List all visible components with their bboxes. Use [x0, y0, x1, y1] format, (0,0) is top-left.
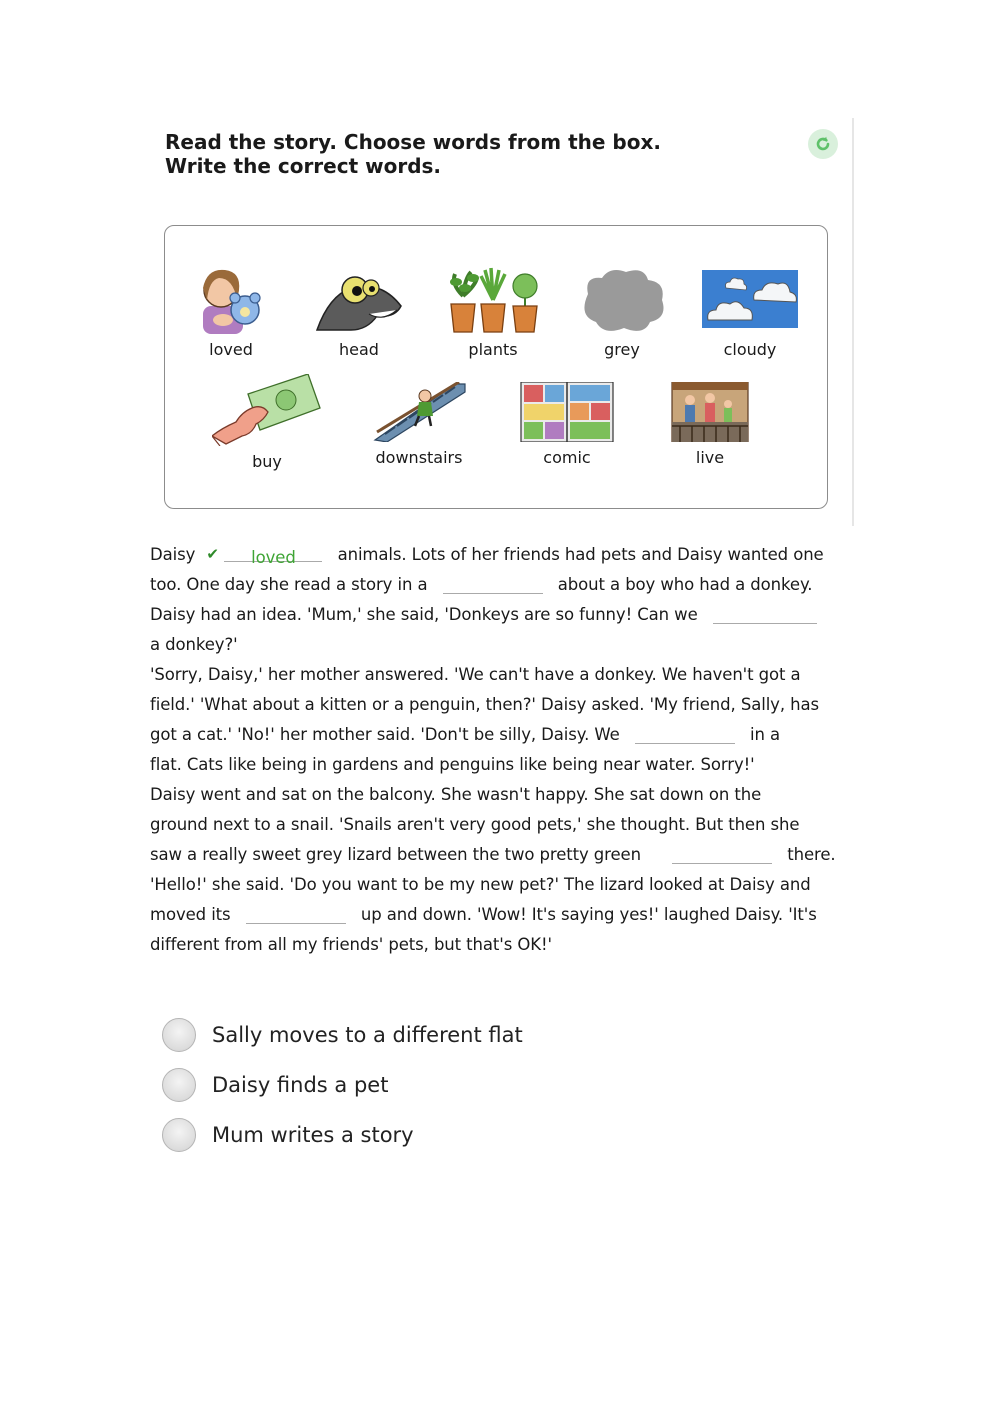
potted-plants-icon [445, 266, 541, 334]
story-line: field.' 'What about a kitten or a penguin, then?' Daisy asked. 'My friend, Sally, has [150, 695, 819, 714]
page-divider [852, 118, 854, 526]
instruction-line-2: Write the correct words. [165, 154, 442, 178]
story-line: Daisy went and sat on the balcony. She wasn't happy. She sat down on the [150, 785, 762, 804]
word-downstairs [359, 382, 479, 467]
grey-blob-icon [574, 266, 670, 334]
answer-blank-4[interactable] [635, 725, 735, 744]
answer-options [162, 1010, 523, 1160]
answer-blank-5[interactable] [672, 845, 772, 864]
option-label: Daisy finds a pet [212, 1073, 389, 1097]
option-label: Mum writes a story [212, 1123, 414, 1147]
hand-with-money-icon [212, 374, 322, 446]
story-line: flat. Cats like being in gardens and penguins like being near water. Sorry!' [150, 755, 755, 774]
word-label: comic [543, 448, 591, 467]
word-comic [507, 382, 627, 467]
word-live [650, 382, 770, 467]
family-in-flat-icon [670, 382, 750, 442]
girl-hugging-teddy-icon [183, 266, 279, 334]
story-text [150, 540, 850, 960]
radio-button[interactable] [162, 1018, 196, 1052]
stairs-icon [371, 382, 467, 442]
cloudy-sky-icon [702, 266, 798, 334]
check-icon: ✔ [206, 545, 219, 563]
refresh-icon [813, 134, 833, 154]
story-line: saw a really sweet grey lizard between the two pretty green there. [150, 845, 836, 864]
option-1[interactable] [162, 1010, 523, 1060]
word-label: grey [604, 340, 640, 359]
story-line: got a cat.' 'No!' her mother said. 'Don't be silly, Daisy. We in a [150, 725, 780, 744]
word-label: live [695, 448, 725, 467]
word-label: buy [252, 452, 282, 471]
lizard-head-icon [311, 266, 407, 334]
answer-blank-2[interactable] [443, 575, 543, 594]
story-line: ground next to a snail. 'Snails aren't very good pets,' she thought. But then she [150, 815, 800, 834]
word-label: plants [468, 340, 518, 359]
instructions [165, 130, 661, 178]
option-label: Sally moves to a different flat [212, 1023, 523, 1047]
word-label: head [339, 340, 379, 359]
story-line: a donkey?' [150, 635, 238, 654]
word-buy [207, 374, 327, 471]
word-label: loved [209, 340, 253, 359]
instruction-line-1: Read the story. Choose words from the box. [165, 130, 661, 154]
word-cloudy [690, 266, 810, 359]
story-line: Daisy ✔ loved animals. Lots of her friends had pets and Daisy wanted one [150, 540, 850, 570]
story-line: 'Sorry, Daisy,' her mother answered. 'We can't have a donkey. We haven't got a [150, 665, 801, 684]
option-3[interactable] [162, 1110, 523, 1160]
answer-blank-6[interactable] [246, 905, 346, 924]
word-label: downstairs [375, 448, 463, 467]
answer-blank-3[interactable] [713, 605, 817, 624]
word-grey [562, 266, 682, 359]
word-loved [171, 266, 291, 359]
word-head [299, 266, 419, 359]
story-line: Daisy had an idea. 'Mum,' she said, 'Donkeys are so funny! Can we [150, 600, 850, 630]
story-line: too. One day she read a story in a about a boy who had a donkey. [150, 575, 813, 594]
reset-button[interactable] [808, 129, 838, 159]
story-line: moved its up and down. 'Wow! It's saying yes!' laughed Daisy. 'It's [150, 905, 817, 924]
word-label: cloudy [723, 340, 777, 359]
story-line: different from all my friends' pets, but that's OK!' [150, 935, 552, 954]
word-box [164, 225, 828, 509]
radio-button[interactable] [162, 1068, 196, 1102]
comic-book-icon [519, 382, 615, 442]
radio-button[interactable] [162, 1118, 196, 1152]
story-line: 'Hello!' she said. 'Do you want to be my new pet?' The lizard looked at Daisy and [150, 875, 811, 894]
option-2[interactable] [162, 1060, 523, 1110]
answer-blank-1[interactable]: ✔ loved [224, 543, 322, 562]
word-plants [433, 266, 553, 359]
